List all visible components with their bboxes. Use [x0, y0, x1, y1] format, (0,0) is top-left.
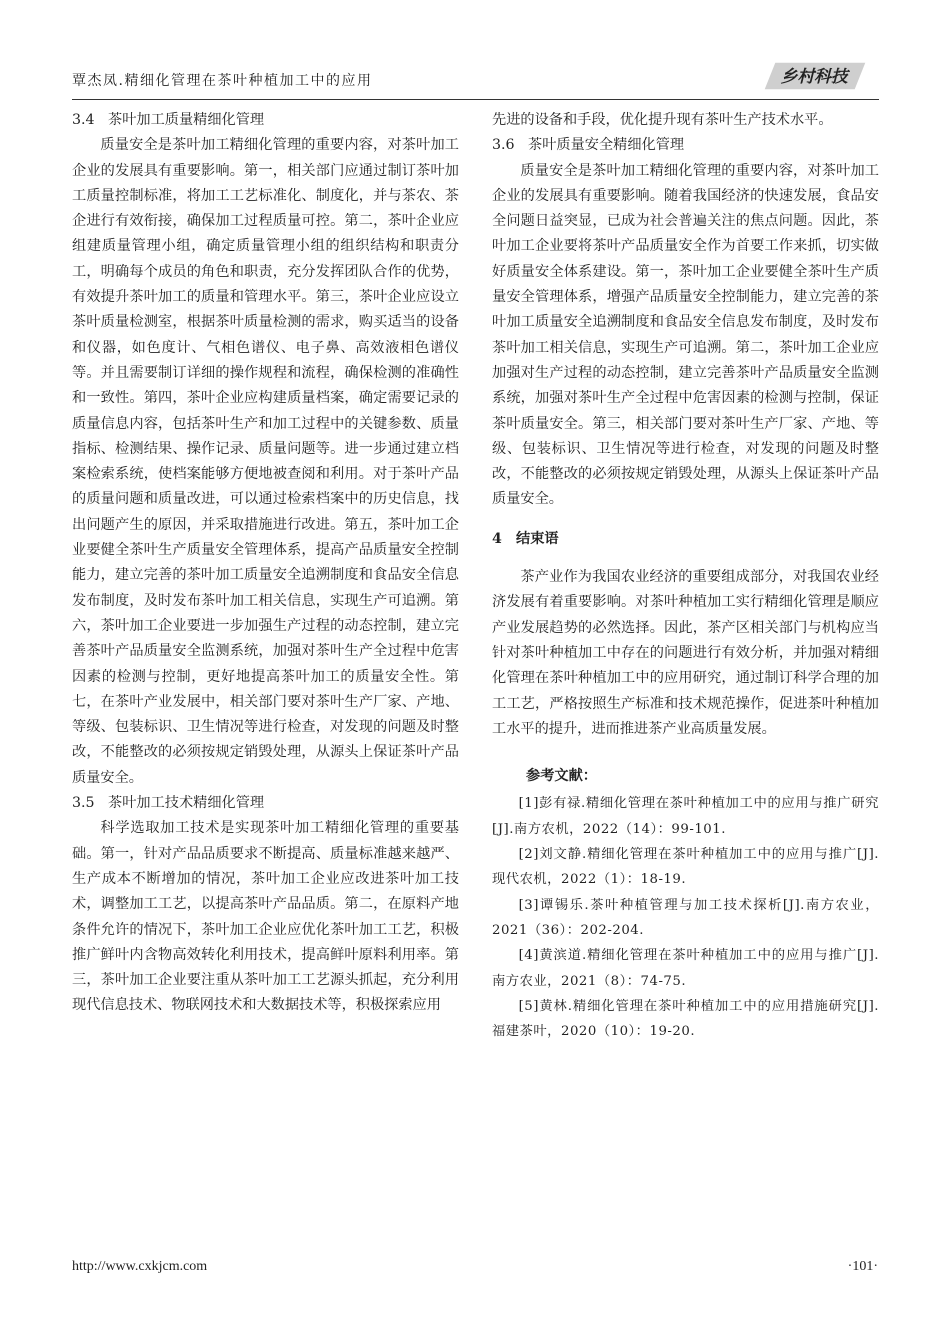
section-number: 3.6 — [492, 137, 515, 154]
section-title: 结束语 — [516, 530, 559, 547]
reference-item: [5]黄林.精细化管理在茶叶种植加工中的应用措施研究[J].福建茶叶，2020（10）：19-20. — [492, 998, 879, 1040]
reference-item: [1]彭有禄.精细化管理在茶叶种植加工中的应用与推广研究[J].南方农机，2022（14）：99-101. — [492, 796, 879, 837]
reference-item: [4]黄滨道.精细化管理在茶叶种植加工中的应用与推广[J].南方农业，2021（8）：74-75. — [492, 948, 879, 989]
reference-item: [3]谭锡乐.茶叶种植管理与加工技术探析[J].南方农业，2021（36）：202-204. — [492, 897, 879, 938]
section-number: 3.4 — [72, 112, 95, 128]
reference-item: [2]刘文静.精细化管理在茶叶种植加工中的应用与推广[J].现代农机，2022（1）：18-19. — [492, 847, 879, 888]
page-number: ·101· — [847, 1259, 878, 1274]
section-3-6-body: 质量安全是茶叶加工精细化管理的重要内容，对茶叶加工企业的发展具有重要影响。随着我国经济的快速发展，食品安全问题日益突显，已成为社会普遍关注的焦点问题。因此，茶叶加工企业要将茶叶产品质量安全作为首要工作来抓，切实做好质量安全体系建设。第一，茶叶加工企业要健全茶叶生产质量安全管理体系，增强产品质量安全控制能力，建立完善的茶叶加工质量安全追溯制度和食品安全信息发布制度，及时发布茶叶加工相关信息，实现生产可追溯。第二，茶叶加工企业应加强对生产过程的动态控制，建立完善茶叶产品质量安全监测系统，加强对茶叶生产全过程中危害因素的检测与控制，保证茶叶质量安全。第三，相关部门要对茶叶生产厂家、产地、等级、包装标识、卫生情况等进行检查，对发现的问题及时整改，不能整改的必须按规定销毁处理，从源头上保证茶叶产品质量安全。 — [492, 162, 879, 508]
section-number: 4 — [492, 530, 502, 547]
journal-logo-text: 乡村科技 — [780, 66, 848, 87]
references-title: 参考文献： — [526, 768, 597, 785]
section-3-4-body: 质量安全是茶叶加工精细化管理的重要内容，对茶叶加工企业的发展具有重要影响。第一，相关部门应通过制订茶叶加工质量控制标准，将加工工艺标准化、制度化，并与茶农、茶企进行有效衔接，确保加工过程质量可控。第二，茶叶企业应组建质量管理小组，确定质量管理小组的组织结构和职责分工，明确每个成员的角色和职责，充分发挥团队合作的优势，有效提升茶叶加工的质量和管理水平。第三，茶叶企业应设立茶叶质量检测室，根据茶叶质量检测的需求，购买适当的设备和仪器，如色度计、气相色谱仪、电子鼻、高效液相色谱仪等。并且需要制订详细的操作规程和流程，确保检测的准确性和一致性。第四，茶叶企业应构建质量档案，确定需要记录的质量信息内容，包括茶叶生产和加工过程中的关键参数、质量指标、检测结果、操作记录、质量问题等。进一步通过建立档案检索系统，使档案能够方便地被查阅和利用。对于茶叶产品的质量问题和质量改进，可以通过检索档案中的历史信息，找出问题产生的原因，并采取措施进行改进。第五，茶叶加工企业要健全茶叶生产质量安全管理体系，提高产品质量安全控制能力，建立完善的茶叶加工质量安全追溯制度和食品安全信息发布制度，及时发布茶叶加工相关信息，实现生产可追溯。第六，茶叶加工企业要进一步加强生产过程的动态控制，建立完善茶叶产品质量安全监测系统，加强对茶叶生产全过程中危害因素的检测与控制，更好地提高茶叶加工的质量安全性。第七，在茶叶产业发展中，相关部门要对茶叶生产厂家、产地、等级、包装标识、卫生情况等进行检查，对发现的问题及时整改，不能整改的必须按规定销毁处理，从源头上保证茶叶产品质量安全。 — [72, 137, 459, 786]
section-4-body: 茶产业作为我国农业经济的重要组成部分，对我国农业经济发展有着重要影响。对茶叶种植加工实行精细化管理是顺应产业发展趋势的必然选择。因此，茶产区相关部门与机构应当针对茶叶种植加工中存在的问题进行有效分析，并加强对精细化管理在茶叶种植加工中的应用研究，通过制订科学合理的加工工艺，严格按照生产标准和技术规范操作，促进茶叶种植加工水平的提升，进而推进茶产业高质量发展。 — [492, 569, 879, 737]
running-title: 覃杰凤.精细化管理在茶叶种植加工中的应用 — [72, 73, 373, 89]
section-4-heading — [492, 527, 879, 552]
section-3-5-body: 科学选取加工技术是实现茶叶加工精细化管理的重要基础。第一，针对产品品质要求不断提高、质量标准越来越严、生产成本不断增加的情况，茶叶加工企业应改进茶叶加工技术，调整加工工艺，以提高茶叶产品品质。第二，在原料产地条件允许的情况下，茶叶加工企业应优化茶叶加工工艺，积极推广鲜叶内含物高效转化利用技术，提高鲜叶原料利用率。第三，茶叶加工企业要注重从茶叶加工工艺源头抓起，充分利用现代信息技术、物联网技术和大数据技术等，积极探索应用 — [72, 820, 459, 1014]
section-3-6-heading — [492, 133, 879, 158]
section-title: 茶叶加工质量精细化管理 — [108, 112, 265, 128]
section-3-5-heading — [72, 791, 459, 816]
section-title: 茶叶加工技术精细化管理 — [108, 795, 265, 812]
header-rule — [72, 99, 879, 100]
footer-url[interactable]: http://www.cxkjcm.com — [72, 1259, 208, 1274]
section-number: 3.5 — [72, 795, 95, 812]
right-column — [492, 108, 879, 1044]
section-3-5-continuation: 先进的设备和手段，优化提升现有茶叶生产技术水平。 — [492, 112, 833, 128]
journal-logo — [756, 61, 874, 91]
page-header — [72, 58, 879, 98]
section-3-4-heading — [72, 108, 459, 133]
left-column — [72, 108, 459, 1019]
section-title: 茶叶质量安全精细化管理 — [528, 137, 685, 154]
